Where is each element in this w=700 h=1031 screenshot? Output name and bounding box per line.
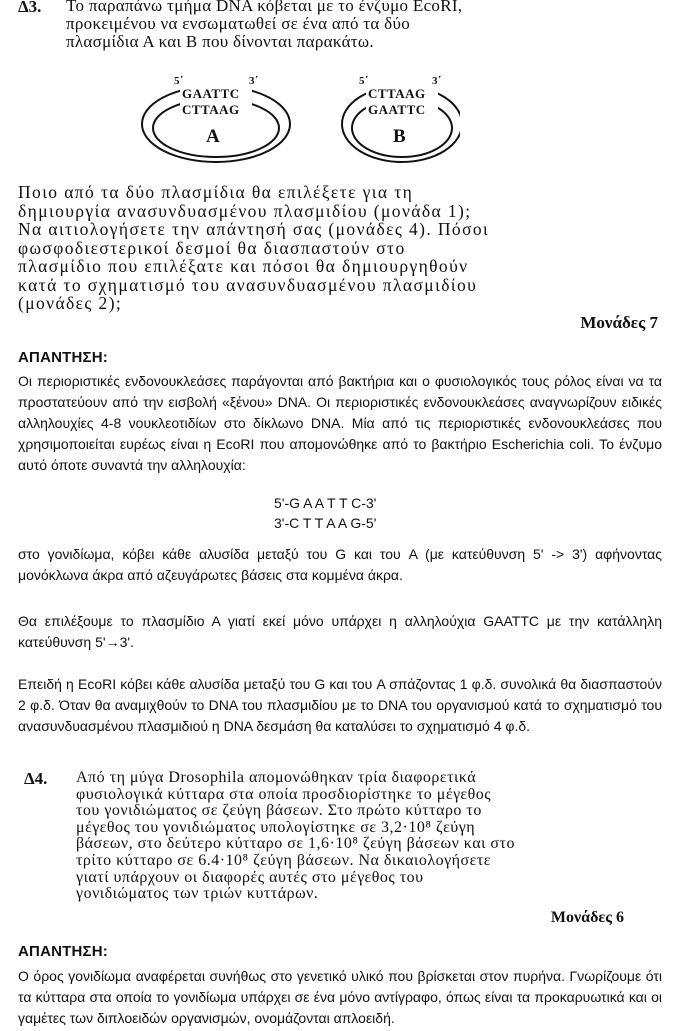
answer-paragraph: Οι περιοριστικές ενδονουκλεάσες παράγονται από βακτήρια και ο φυσιολογικός τους ρόλος είναι να τα προστατεύουν από την εισβολή «ξένου» DNA. Οι περιοριστικές ενδονουκλεάσες αναγνωρίζουν ειδικές αλληλουχίες 4-8 νουκλεοτιδίων στο δίκλωνο DNA. Μία από τις περιοριστικές ενδονουκλεάσες που χρησιμοποιείται ευρέως είναι η EcoRI που απομονώθηκε από το βακτήριο Escherichia coli. Το ένζυμο αυτό όποτε συναντά την αλληλουχία: (18, 373, 662, 473)
plasmid-b-label: B (393, 126, 406, 147)
answer-paragraph-4: Επειδή η EcoRI κόβει κάθε αλυσίδα μεταξύ του G και του A σπάζοντας 1 φ.δ. συνολικά θα διασπαστούν 2 φ.δ. Όταν θα αναμιχθούν το DNA του πλασμιδίου με το DNA του οργανισμού κατά το σχηματισμό του ανασυνδυασμένου πλασμιδιού η DNA δεσμάση θα καταλύσει το σχηματισμό 4 φ.δ. (18, 676, 662, 734)
question-line: του γονιδιώματος σε ζεύγη βάσεων. Στο πρώτο κύτταρο το (76, 802, 482, 820)
plasmid-a-bottom-strand: CTTAAG (182, 102, 240, 117)
question-line: τρίτο κύτταρο σε 6.4·10⁸ ζεύγη βάσεων. Να δικαιολογήσετε (76, 851, 492, 869)
plasmid-a-5prime: 5΄ (174, 75, 184, 87)
question-line: γιατί υπάρχουν οι διαφορές αυτές στο μέγεθος του (76, 868, 424, 886)
plasmid-b-3prime: 3΄ (432, 75, 442, 87)
question-line: δημιουργία ανασυνδυασμένου πλασμιδίου (μονάδα 1); (18, 200, 472, 221)
sequence-bottom: 3'-C T T A A G-5' (274, 515, 377, 531)
answer-paragraph-3: Θα επιλέξουμε το πλασμίδιο Α γιατί εκεί μόνο υπάρχει η αλληλούχια GAATTC με την κατάλληλη κατεύθυνση 5'→3'. (18, 613, 662, 650)
sequence-top: 5'-G A A T T C-3' (274, 495, 377, 511)
question-line: Από τη μύγα Drosophila απομονώθηκαν τρία διαφορετικά (76, 769, 477, 786)
question-d4-body (76, 770, 628, 903)
plasmid-a-top-strand: GAATTC (182, 86, 240, 101)
question-number-d4: Δ4. (24, 769, 48, 788)
answer-heading: ΑΠΑΝΤΗΣΗ: (18, 943, 108, 960)
question-d3-body (18, 183, 658, 313)
question-line: βάσεων, στο δεύτερο κύτταρο σε 1,6·10⁸ ζεύγη βάσεων και στο (76, 835, 515, 853)
intro-line: Το παραπάνω τμήμα DNA κόβεται με το ένζυμο EcoRI, (66, 0, 463, 15)
question-line: φυσιολογικά κύτταρα στα οποία προσδιορίστηκε το μέγεθος (76, 785, 492, 803)
question-line: Να αιτιολογήσετε την απάντησή σας (μονάδες 4). Πόσοι (18, 219, 490, 239)
question-line: πλασμίδιο που επιλέξατε και πόσοι θα δημιουργηθούν (18, 256, 469, 276)
answer-paragraph-2: στο γονιδίωμα, κόβει κάθε αλυσίδα μεταξύ του G και του A (με κατεύθυνση 5' -> 3') αφήνοντας μονόκλωνα άκρα από αζευγάρωτες βάσεις στα κομμένα άκρα. (18, 546, 662, 583)
question-line: Ποιο από τα δύο πλασμίδια θα επιλέξετε για τη (18, 182, 414, 202)
answer-d4: Ο όρος γονιδίωμα αναφέρεται συνήθως στο γενετικό υλικό που βρίσκεται στον πυρήνα. Γνωρίζουμε ότι τα κύτταρα στα οποία το γονιδίωμα υπάρχει σε ένα μόνο αντίγραφο, όπως είναι τα προκαρυωτικά και οι γαμέτες των διπλοειδών οργανισμών, ονομάζονται απλοειδή. (18, 968, 662, 1026)
answer-d3 (18, 371, 662, 476)
question-line: φωσφοδιεστερικοί δεσμοί θα διασπαστούν στο (18, 237, 406, 258)
answer-heading: ΑΠΑΝΤΗΣΗ: (18, 349, 108, 366)
question-line: (μονάδες 2); (18, 293, 123, 313)
plasmid-a-3prime: 3΄ (249, 75, 259, 87)
question-number-d3: Δ3. (18, 0, 42, 16)
plasmid-b-5prime: 5΄ (359, 75, 369, 87)
question-d3-intro (66, 0, 666, 51)
plasmid-diagram (140, 70, 460, 170)
question-line: γονιδιώματος των τριών κυττάρων. (76, 885, 319, 903)
question-line: μέγεθος του γονιδιώματος υπολογίστηκε σε 3,2·10⁸ ζεύγη (76, 818, 476, 836)
question-d4-units: Μονάδες 6 (550, 909, 624, 926)
intro-line: προκειμένου να ενσωματωθεί σε ένα από τα δύο (66, 14, 411, 33)
plasmid-b-top-strand: CTTAAG (368, 86, 426, 101)
plasmid-a-label: A (206, 126, 220, 147)
question-d3-units: Μονάδες 7 (580, 313, 658, 332)
intro-line: πλασμίδια Α και Β που δίνονται παρακάτω. (66, 32, 374, 51)
question-line: κατά το σχηματισμό του ανασυνδυασμένου πλασμιδίου (18, 274, 478, 295)
plasmid-b-bottom-strand: GAATTC (368, 102, 426, 117)
